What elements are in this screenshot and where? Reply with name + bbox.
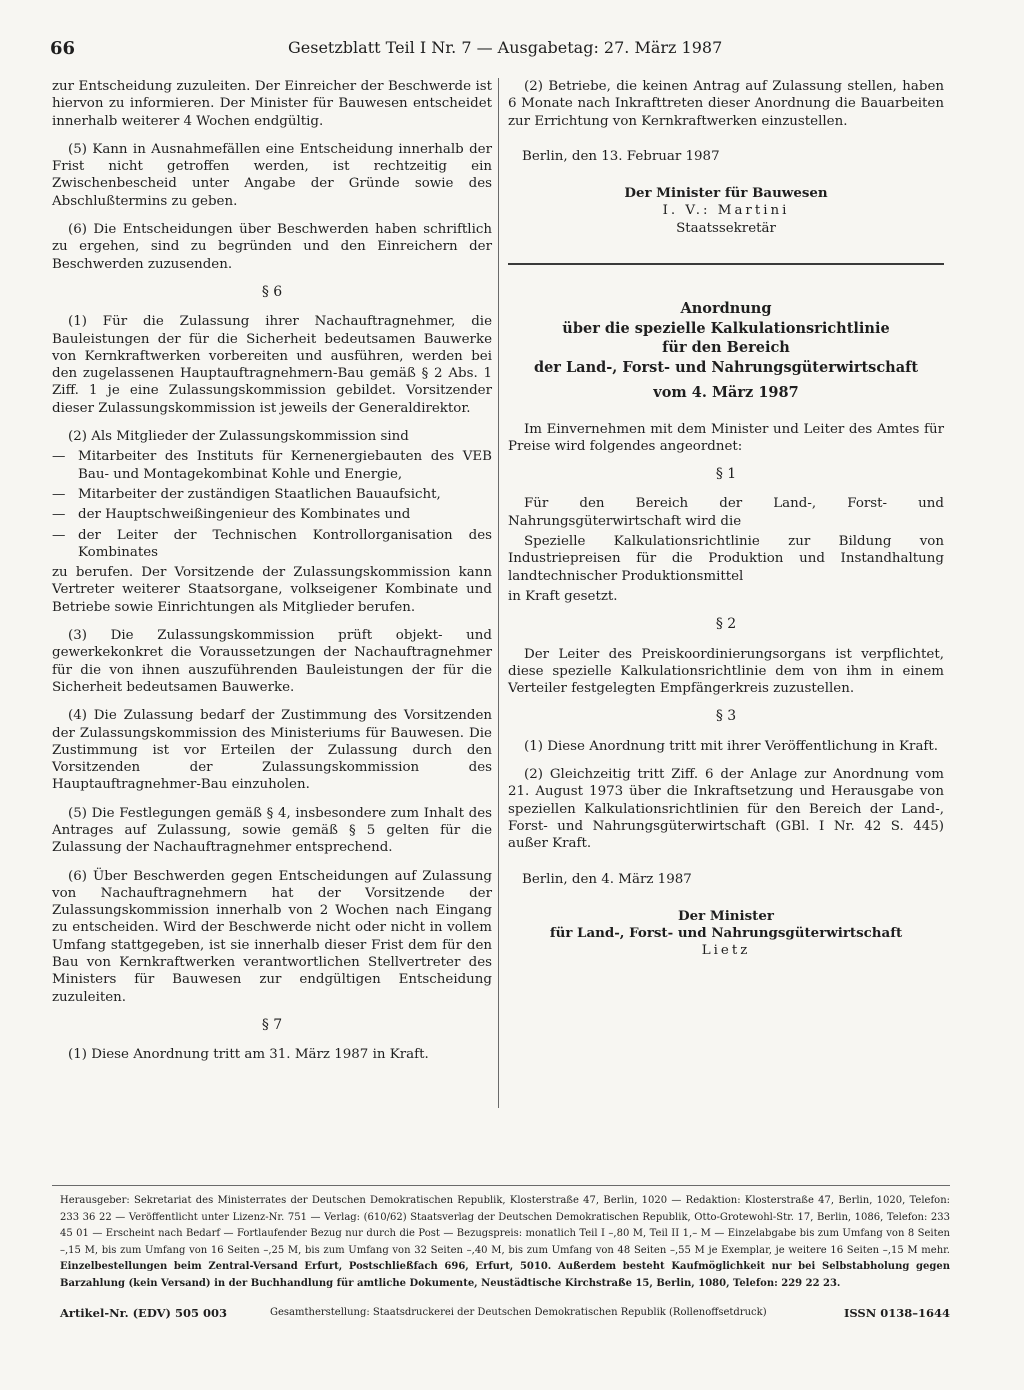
signature-name: I. V.: Martini — [662, 203, 790, 219]
paragraph: (5) Kann in Ausnahmefällen eine Entscheidung innerhalb der Frist nicht getroffen werden, ist rechtzeitig ein Zwischenbescheid unter Angabe der Gründe sowie des Abschlußtermins zu geben. — [52, 141, 492, 209]
paragraph: zur Entscheidung zuzuleiten. Der Einreicher der Beschwerde ist hiervon zu informieren. Der Minister für Bauwesen entscheidet innerhalb weiterer 4 Wochen endgültig. — [52, 79, 492, 129]
paragraph: (4) Die Zulassung bedarf der Zustimmung des Vorsitzenden der Zulassungskommission des Ministeriums für Bauwesen. Die Zustimmung ist vor Erteilen der Zulassung durch den Vorsitzenden der Zulassungskommission des Hauptauftragnehmer-Bau einzuholen. — [52, 708, 492, 793]
order-title — [508, 299, 944, 403]
list-item — [52, 527, 492, 562]
paragraph: in Kraft gesetzt. — [508, 588, 618, 604]
paragraph: (1) Für die Zulassung ihrer Nachauftragnehmer, die Bauleistungen der für die Sicherheit bedeutsamen Bauwerke von Kernkraftwerken vorbereiten und ausführen, werden bei den zugelassenen Hauptauftragnehmern-Bau gemäß § 2 Abs. 1 Ziff. 1 je eine Zulassungskommission gebildet. Vorsitzender dieser Zulassungskommission ist jeweils der Generaldirektor. — [52, 314, 492, 416]
paragraph: zu berufen. Der Vorsitzende der Zulassungskommission kann Vertreter weiterer Staatsorgane, volkseigener Kombinate und Betriebe sowie Einrichtungen als Mitglieder berufen. — [52, 565, 492, 615]
section-heading: § 7 — [261, 1016, 283, 1033]
imprint-text: Herausgeber: Sekretariat des Ministerrates der Deutschen Demokratischen Republik, Klosterstraße 47, Berlin, 1020 — Redaktion: Klosterstraße 47, Berlin, 1020, Telefon: 233 36 22 — Veröffentlicht unter Lizenz-Nr. 751 — Verlag: (610/62) Staatsverlag der Deutschen Demokratischen Republik, Otto-Grotewohl-Str. 17, Berlin, 1086, Telefon: 233 45 01 — Erscheint nach Bedarf — Fortlaufender Bezug nur durch die Post — Bezugspreis: monatlich Teil I –,80 M, Teil II 1,– M — Einzelabgabe bis zum Umfang von 8 Seiten –,15 M, bis zum Umfang von 16 Seiten –,25 M, bis zum Umfang von 32 Seiten –,40 M, bis zum Umfang von 48 Seiten –,55 M je Exemplar, je weitere 16 Seiten –,15 M mehr. — [60, 1195, 950, 1256]
paragraph: Der Leiter des Preiskoordinierungsorgans ist verpflichtet, diese spezielle Kalkulationsrichtlinie dem von ihm in einem Verteiler festgelegten Empfängerkreis zuzustellen. — [508, 646, 944, 697]
list-item-text: Mitarbeiter der zuständigen Staatlichen Bauaufsicht, — [78, 486, 441, 502]
section-heading: § 2 — [715, 616, 737, 633]
left-column — [52, 78, 492, 1075]
right-column — [508, 78, 944, 960]
imprint — [60, 1193, 950, 1293]
paragraph: (5) Die Festlegungen gemäß § 4, insbesondere zum Inhalt des Antrages auf Zulassung, sowie gemäß § 5 gelten für die Zulassung der Nachauftragnehmer entsprechend. — [52, 805, 492, 856]
paragraph: (2) Betriebe, die keinen Antrag auf Zulassung stellen, haben 6 Monate nach Inkrafttreten dieser Anordnung die Bauarbeiten zur Errichtung von Kernkraftwerken einzustellen. — [508, 79, 944, 129]
date-line: Berlin, den 4. März 1987 — [522, 871, 692, 887]
page-number: 66 — [50, 38, 76, 59]
gazette-header-title: Gesetzblatt Teil I Nr. 7 — Ausgabetag: 27. März 1987 — [288, 38, 723, 57]
signature-title: Der Minister für Bauwesen — [624, 185, 828, 202]
list-item-text: der Leiter der Technischen Kontrollorganisation des Kombinates — [78, 527, 492, 560]
signature-title: Der Minister — [678, 907, 774, 924]
list-item — [52, 506, 492, 523]
list-item — [52, 448, 492, 483]
footer-bottom-line — [60, 1306, 950, 1324]
order-title-line: Anordnung — [680, 300, 772, 318]
paragraph: (1) Diese Anordnung tritt am 31. März 1987 in Kraft. — [68, 1047, 429, 1063]
list-item-text: der Hauptschweißingenieur des Kombinates und — [78, 507, 411, 523]
order-title-line: über die spezielle Kalkulationsrichtlinie — [562, 319, 890, 337]
dash-marker: — — [52, 527, 66, 543]
paragraph: (2) Als Mitglieder der Zulassungskommission sind — [68, 429, 409, 445]
paragraph: Spezielle Kalkulationsrichtlinie zur Bildung von Industriepreisen für die Produktion und Instandhaltung landtechnischer Produktionsmittel — [508, 534, 944, 584]
member-list — [52, 448, 492, 561]
date-line: Berlin, den 13. Februar 1987 — [522, 148, 720, 164]
issn: ISSN 0138–1644 — [843, 1306, 950, 1320]
section-heading: § 3 — [715, 708, 737, 725]
section-heading: § 1 — [715, 466, 737, 483]
column-divider — [498, 78, 499, 1108]
dash-marker: — — [52, 486, 66, 502]
signature-role: Staatssekretär — [676, 220, 776, 236]
paragraph: (2) Gleichzeitig tritt Ziff. 6 der Anlage zur Anordnung vom 21. August 1973 über die Inkraftsetzung und Herausgabe von speziellen Kalkulationsrichtlinien für den Bereich der Land-, Forst- und Nahrungsgüterwirtschaft (GBl. I Nr. 42 S. 445) außer Kraft. — [508, 767, 944, 852]
signature-title: für Land-, Forst- und Nahrungsgüterwirtschaft — [549, 925, 903, 942]
production-info: Gesamtherstellung: Staatsdruckerei der Deutschen Demokratischen Republik (Rollenoffsetdruck) — [270, 1307, 767, 1318]
list-item-text: Mitarbeiter des Instituts für Kernenergiebauten des VEB Bau- und Montagekombinat Kohle und Energie, — [78, 449, 492, 482]
signature-name: Lietz — [701, 943, 751, 959]
paragraph: (6) Die Entscheidungen über Beschwerden haben schriftlich zu ergehen, sind zu begründen und den Einreichern der Beschwerden zuzusenden. — [52, 222, 492, 272]
page-header — [50, 36, 956, 62]
dash-marker: — — [52, 507, 66, 523]
paragraph: (1) Diese Anordnung tritt mit ihrer Veröffentlichung in Kraft. — [524, 738, 939, 754]
ordering-info: Einzelbestellungen beim Zentral-Versand Erfurt, Postschließfach 696, Erfurt, 5010. Außerdem besteht Kaufmöglichkeit nur bei Selbstabholung gegen Barzahlung (kein Versand) in der Buchhandlung für amtliche Dokumente, Neustädtische Kirchstraße 15, Berlin, 1080, Telefon: 229 22 23. — [60, 1261, 950, 1289]
dash-marker: — — [52, 449, 66, 465]
list-item — [52, 486, 492, 503]
paragraph: (3) Die Zulassungskommission prüft objekt- und gewerkekonkret die Voraussetzungen der Nachauftragnehmer für die von ihnen auszuführenden Bauleistungen der für die Sicherheit bedeutsamen Bauwerke. — [52, 628, 492, 695]
article-number: Artikel-Nr. (EDV) 505 003 — [60, 1306, 227, 1320]
order-title-line: für den Bereich — [662, 339, 790, 357]
paragraph: Im Einvernehmen mit dem Minister und Leiter des Amtes für Preise wird folgendes angeordnet: — [508, 421, 944, 454]
section-heading: § 6 — [261, 283, 283, 300]
footer-rule — [52, 1185, 950, 1186]
paragraph: Für den Bereich der Land-, Forst- und Nahrungsgüterwirtschaft wird die — [508, 496, 944, 529]
section-rule — [508, 263, 944, 265]
paragraph: (6) Über Beschwerden gegen Entscheidungen auf Zulassung von Nachauftragnehmern hat der Vorsitzende der Zulassungskommission innerhalb von 2 Wochen nach Eingang zu entscheiden. Wird der Beschwerde nicht oder nicht in vollem Umfang stattgegeben, ist sie innerhalb dieser Frist dem für den Bau von Kernkraftwerken verantwortlichen Stellvertreter des Ministers für Bauwesen zur endgültigen Entscheidung zuzuleiten. — [52, 868, 492, 1005]
order-title-line: vom 4. März 1987 — [653, 384, 799, 402]
order-title-line: der Land-, Forst- und Nahrungsgüterwirtschaft — [533, 358, 919, 376]
